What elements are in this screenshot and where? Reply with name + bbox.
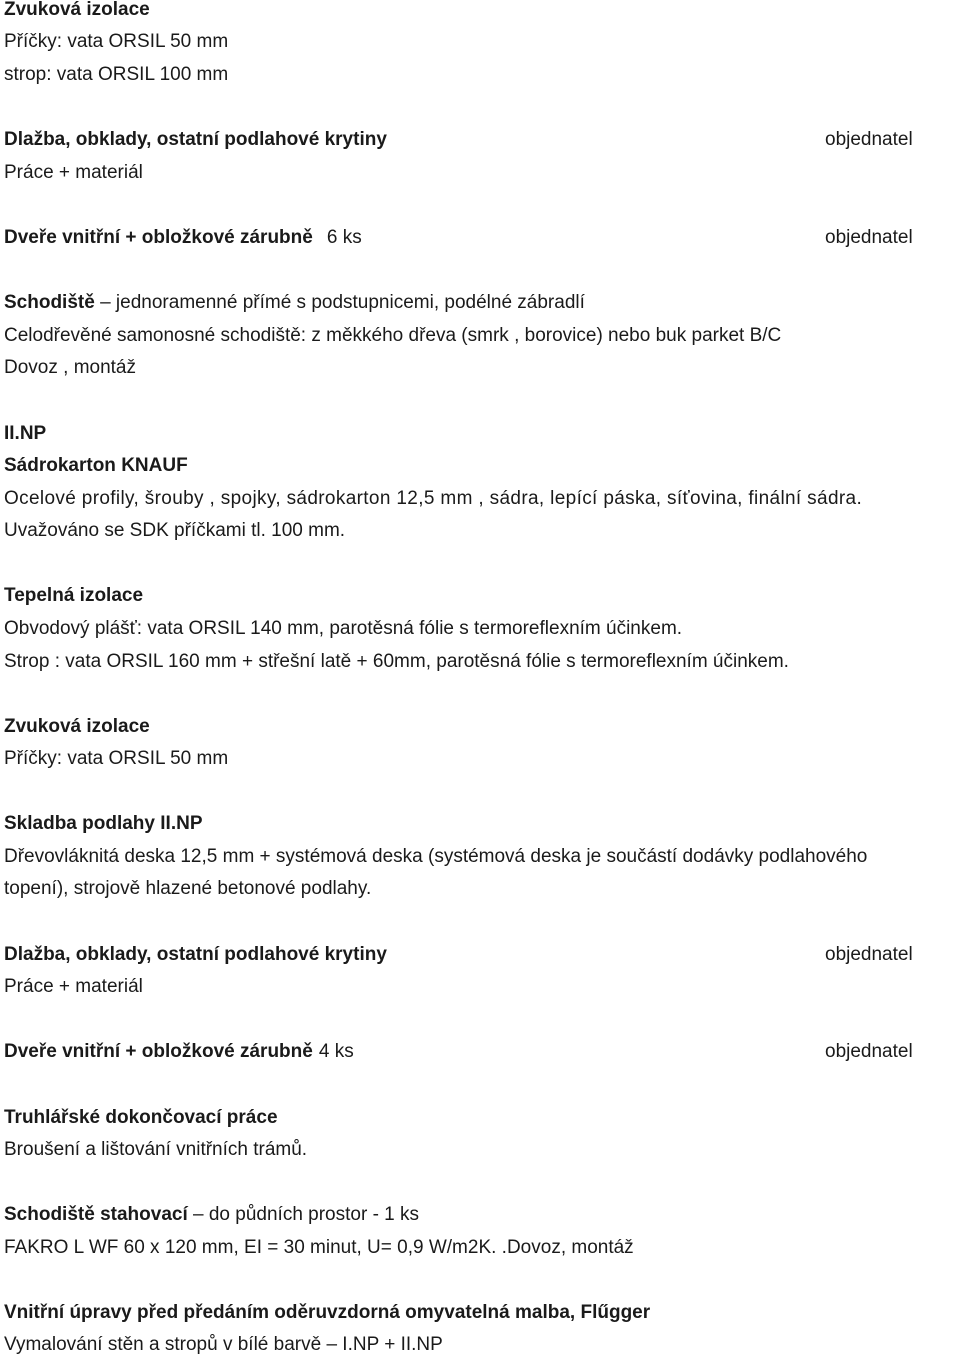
pricky-text-1: Příčky: vata ORSIL 50 mm (4, 31, 229, 52)
schodiste-desc: – jednoramenné přímé s podstupnicemi, podélné zábradlí (94, 292, 585, 313)
dlazba-heading-1: Dlažba, obklady, ostatní podlahové krytiny (4, 129, 387, 150)
schodiste-row (4, 291, 585, 315)
pricky-text-2: Příčky: vata ORSIL 50 mm (4, 748, 229, 769)
schodiste-text-2: Dovoz , montáž (4, 357, 136, 378)
dvere-row-2 (4, 1040, 354, 1064)
schodiste-text-1: Celodřevěné samonosné schodiště: z měkkého dřeva (smrk , borovice) nebo buk parket B/C (4, 325, 782, 346)
dvere-heading-2: Dveře vnitřní + obložkové zárubně (4, 1041, 313, 1062)
schodiste-stahovaci-heading: Schodiště stahovací (4, 1204, 188, 1225)
vymalovani-text: Vymalování stěn a stropů v bílé barvě – I.NP + II.NP (4, 1334, 443, 1355)
skladba-text-1: Dřevovláknitá deska 12,5 mm + systémová deska (systémová deska je součástí dodávky podlahového (4, 846, 868, 867)
strop-text-1: strop: vata ORSIL 100 mm (4, 64, 229, 85)
dvere-qty-1: 6 ks (326, 227, 362, 248)
truhlarske-heading: Truhlářské dokončovací práce (4, 1107, 278, 1128)
schodiste-stahovaci-desc: – do půdních prostor - 1 ks (187, 1204, 420, 1225)
tepelna-text-1: Obvodový plášť: vata ORSIL 140 mm, parotěsná fólie s termoreflexním účinkem. (4, 618, 683, 639)
zvukova-izolace-heading-1: Zvuková izolace (4, 0, 150, 20)
dvere-row-1 (4, 226, 362, 250)
zvukova-izolace-heading-2: Zvuková izolace (4, 716, 150, 737)
dlazba-prace-2: Práce + materiál (4, 976, 143, 997)
tepelna-text-2: Strop : vata ORSIL 160 mm + střešní latě + 60mm, parotěsná fólie s termoreflexním účinkem. (4, 651, 789, 672)
schodiste-heading: Schodiště (4, 292, 95, 313)
fakro-text: FAKRO L WF 60 x 120 mm, EI = 30 minut, U= 0,9 W/m2K. .Dovoz, montáž (4, 1237, 634, 1258)
dlazba-objednatel-2: objednatel (825, 944, 913, 965)
dlazba-objednatel-1: objednatel (825, 129, 913, 150)
sadrokarton-text-2: Uvažováno se SDK příčkami tl. 100 mm. (4, 520, 346, 541)
skladba-text-2: topení), strojově hlazené betonové podlahy. (4, 878, 372, 899)
dvere-heading-1: Dveře vnitřní + obložkové zárubně (4, 227, 313, 248)
tepelna-izolace-heading: Tepelná izolace (4, 585, 144, 606)
schodiste-stahovaci-row (4, 1203, 419, 1227)
vnitrni-upravy-heading: Vnitřní úpravy před předáním oděruvzdorná omyvatelná malba, Flűgger (4, 1302, 651, 1323)
skladba-podlahy-heading: Skladba podlahy II.NP (4, 813, 203, 834)
dlazba-heading-2: Dlažba, obklady, ostatní podlahové krytiny (4, 944, 387, 965)
truhlarske-text: Broušení a lištování vnitřních trámů. (4, 1139, 308, 1160)
dvere-qty-2: 4 ks (318, 1041, 354, 1062)
sadrokarton-heading: Sádrokarton KNAUF (4, 455, 188, 476)
floor-heading-iinp: II.NP (4, 423, 47, 444)
dvere-objednatel-1: objednatel (825, 227, 913, 248)
sadrokarton-text-1: Ocelové profily, šrouby , spojky, sádrokarton 12,5 mm , sádra, lepící páska, síťovina, finální sádra. (4, 488, 863, 509)
dlazba-prace-1: Práce + materiál (4, 162, 143, 183)
dvere-objednatel-2: objednatel (825, 1041, 913, 1062)
